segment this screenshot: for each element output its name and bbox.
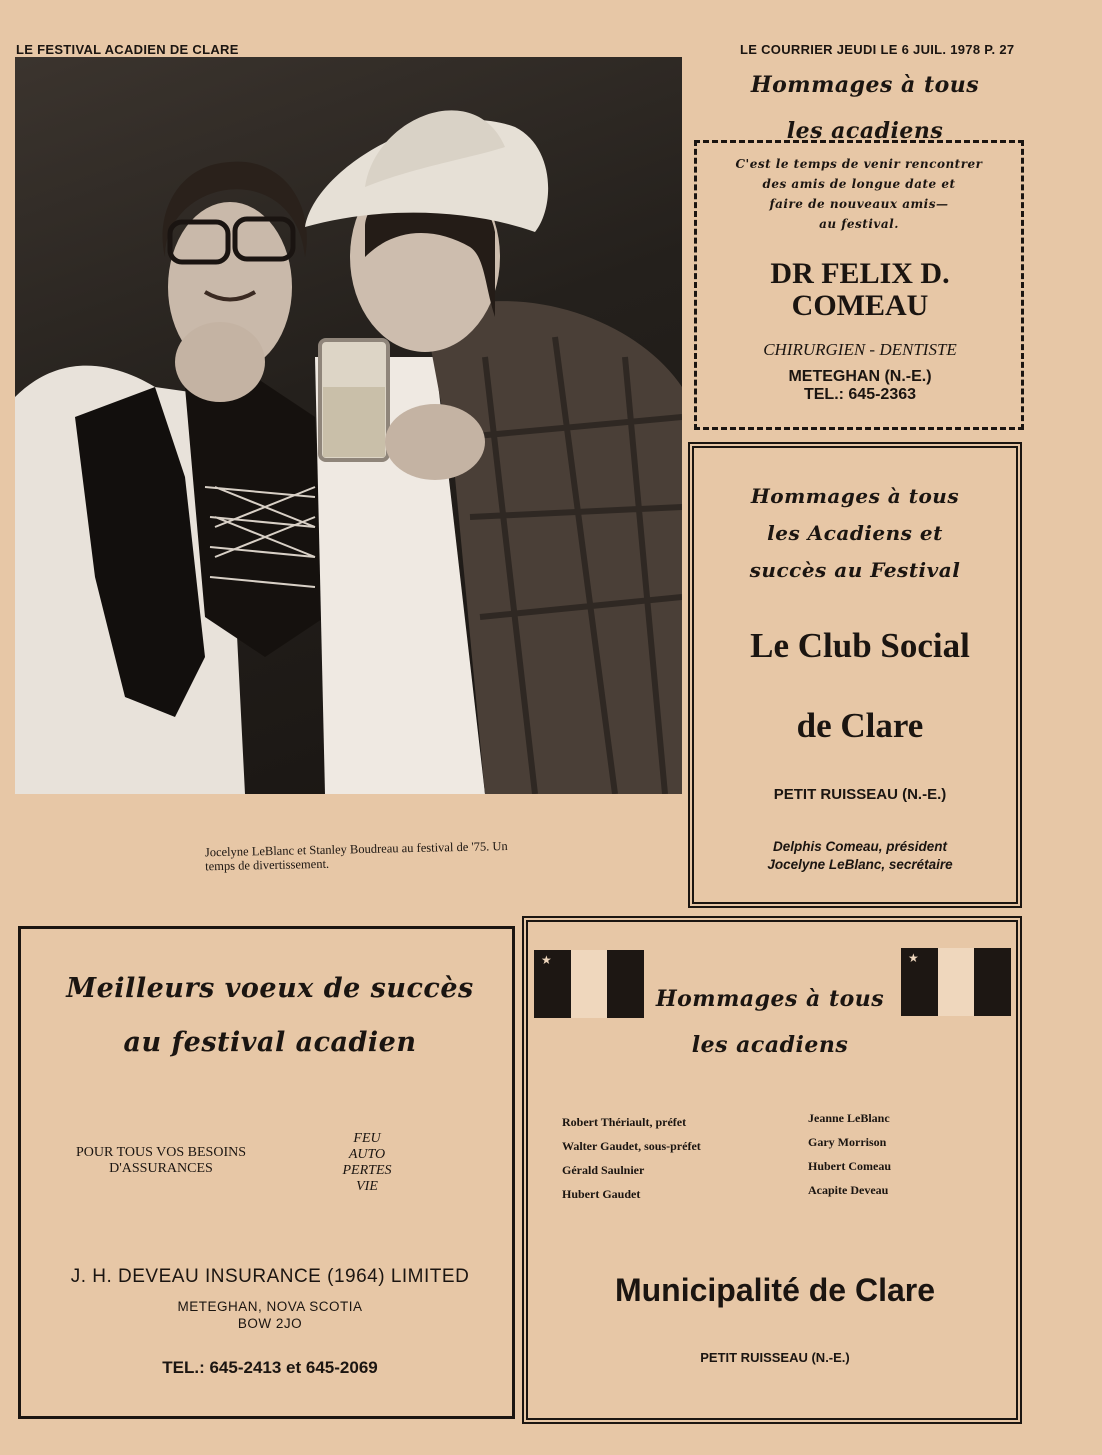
page-header-section: LE FESTIVAL ACADIEN DE CLARE <box>16 42 239 57</box>
municipality-address: PETIT RUISSEAU (N.-E.) <box>700 1350 850 1365</box>
dentist-ad-message-line: C'est le temps de venir rencontrer <box>735 157 983 171</box>
club-name-line2: de Clare <box>796 706 924 745</box>
club-address: PETIT RUISSEAU (N.-E.) <box>773 786 947 803</box>
photo-illustration <box>15 57 682 794</box>
insurance-address-line2: BOW 2JO <box>237 1316 303 1331</box>
council-list-left <box>562 1110 792 1206</box>
council-member: Gary Morrison <box>808 1135 887 1149</box>
dentist-ad-message-line: au festival. <box>819 217 899 231</box>
dentist-ad-title-line2: les acadiens <box>786 118 944 144</box>
dentist-ad-message-line: faire de nouveaux amis— <box>769 197 949 211</box>
club-officers <box>700 838 1020 874</box>
insurance-type: FEU <box>353 1131 381 1146</box>
municipality-name: Municipalité de Clare <box>614 1272 936 1308</box>
dentist-ad-title-line1: Hommages à tous <box>750 72 980 98</box>
club-officer: Delphis Comeau, président <box>772 839 948 854</box>
dentist-contact <box>700 368 1020 404</box>
council-member: Gérald Saulnier <box>562 1163 645 1177</box>
council-member: Walter Gaudet, sous-préfet <box>562 1139 701 1153</box>
club-ad-title-line: succès au Festival <box>749 558 961 582</box>
club-name-line1: Le Club Social <box>750 626 970 665</box>
council-member: Acapite Deveau <box>808 1183 889 1197</box>
municipality-ad-title-line2: les acadiens <box>691 1032 849 1058</box>
council-list-right <box>808 1106 968 1202</box>
municipality-ad-title <box>640 976 900 1068</box>
insurance-types <box>325 1131 409 1195</box>
festival-photo <box>15 57 682 794</box>
insurance-needs <box>58 1145 264 1177</box>
club-ad-title <box>700 478 1010 589</box>
insurance-type: PERTES <box>342 1163 392 1178</box>
insurance-tel: TEL.: 645-2413 et 645-2069 <box>162 1358 378 1377</box>
insurance-company: J. H. DEVEAU INSURANCE (1964) LIMITED <box>70 1266 470 1287</box>
insurance-ad-title <box>40 962 500 1070</box>
insurance-address-line1: METEGHAN, NOVA SCOTIA <box>177 1299 363 1314</box>
dentist-tel: TEL.: 645-2363 <box>803 386 917 403</box>
insurance-needs-line1: POUR TOUS VOS BESOINS <box>76 1145 246 1160</box>
club-ad-title-line: les Acadiens et <box>767 521 943 545</box>
dentist-address: METEGHAN (N.-E.) <box>788 368 932 385</box>
acadian-flag-icon: ★ <box>534 950 644 1018</box>
insurance-address <box>40 1298 500 1332</box>
council-member: Robert Thériault, préfet <box>562 1115 687 1129</box>
dentist-name-line1: DR FELIX D. <box>770 257 950 290</box>
insurance-needs-line2: D'ASSURANCES <box>109 1161 213 1176</box>
municipality-ad-title-line1: Hommages à tous <box>655 986 885 1012</box>
dentist-name-line2: COMEAU <box>791 289 929 322</box>
club-ad-title-line: Hommages à tous <box>750 484 960 508</box>
dentist-ad-message <box>704 154 1014 234</box>
insurance-ad-title-line1: Meilleurs voeux de succès <box>66 973 474 1004</box>
insurance-ad-title-line2: au festival acadien <box>123 1027 417 1058</box>
council-member: Jeanne LeBlanc <box>808 1111 890 1125</box>
acadian-flag-icon: ★ <box>901 948 1011 1016</box>
page-header-issue: LE COURRIER JEUDI LE 6 JUIL. 1978 P. 27 <box>740 42 1015 57</box>
council-member: Hubert Gaudet <box>562 1187 641 1201</box>
dentist-ad-message-line: des amis de longue date et <box>762 177 956 191</box>
insurance-type: AUTO <box>348 1147 386 1162</box>
dentist-name <box>700 258 1020 322</box>
photo-caption: Jocelyne LeBlanc et Stanley Boudreau au festival de '75. Un temps de divertissement. <box>204 839 508 874</box>
insurance-type: VIE <box>356 1179 378 1194</box>
club-officer: Jocelyne LeBlanc, secrétaire <box>767 857 953 872</box>
council-member: Hubert Comeau <box>808 1159 891 1173</box>
dentist-profession: CHIRURGIEN - DENTISTE <box>763 340 957 359</box>
